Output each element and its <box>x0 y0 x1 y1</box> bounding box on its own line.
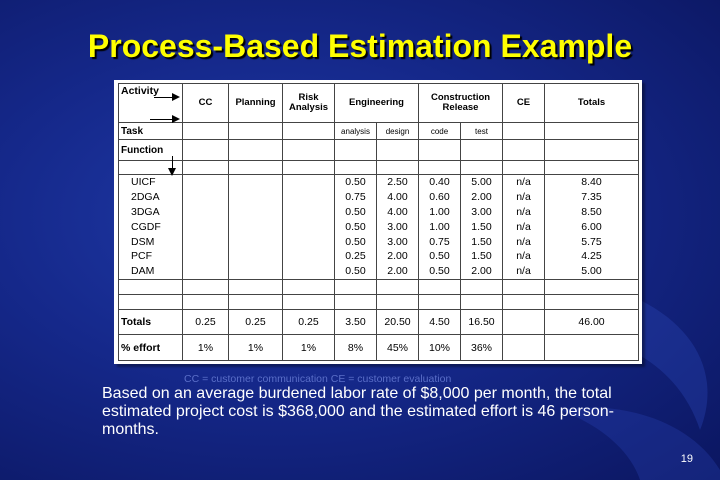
header-construction-line2: Release <box>442 101 479 113</box>
table-cell-empty <box>461 160 503 175</box>
table-cell-empty <box>183 205 229 220</box>
header-risk-analysis <box>283 84 335 123</box>
task-arrow-icon <box>150 119 178 120</box>
table-cell: n/a <box>503 249 545 264</box>
table-cell: 0.25 <box>183 309 229 335</box>
header-engineering: Engineering <box>335 84 419 123</box>
page-number: 19 <box>680 453 693 465</box>
table-cell-empty <box>283 190 335 205</box>
table-cell-empty <box>545 140 639 160</box>
table-cell-empty <box>283 264 335 279</box>
table-cell: 1.50 <box>461 249 503 264</box>
table-cell-empty <box>335 294 377 309</box>
table-cell-empty <box>545 280 639 295</box>
header-risk-line1: Risk <box>298 91 319 103</box>
table-cell-empty <box>377 294 419 309</box>
table-cell: n/a <box>503 235 545 250</box>
task-design: design <box>377 122 419 139</box>
header-risk-line2: Analysis <box>288 101 329 113</box>
table-cell-empty <box>283 220 335 235</box>
activity-arrow-icon <box>154 97 178 98</box>
effort-row <box>119 335 639 361</box>
table-cell: 0.50 <box>335 264 377 279</box>
function-label: Function <box>119 140 183 160</box>
table-cell-empty <box>283 122 335 139</box>
header-ce: CE <box>503 84 545 123</box>
table-cell-empty <box>183 190 229 205</box>
table-cell-empty <box>183 294 229 309</box>
table-cell: 4.50 <box>419 309 461 335</box>
header-cc: CC <box>183 84 229 123</box>
table-cell-empty <box>283 280 335 295</box>
table-cell-empty <box>335 160 377 175</box>
table-row <box>119 249 639 264</box>
table-cell-empty <box>283 249 335 264</box>
table-cell: 36% <box>461 335 503 361</box>
table-cell: 1.00 <box>419 205 461 220</box>
table-cell-empty <box>461 140 503 160</box>
table-cell: 0.75 <box>419 235 461 250</box>
table-cell-empty <box>377 140 419 160</box>
table-cell-empty <box>183 122 229 139</box>
table-cell: CGDF <box>119 220 183 235</box>
table-cell: 0.50 <box>419 264 461 279</box>
table-cell-empty <box>229 122 283 139</box>
task-analysis: analysis <box>335 122 377 139</box>
table-cell-empty <box>283 175 335 190</box>
table-cell-empty <box>183 280 229 295</box>
table-cell: 1.00 <box>419 220 461 235</box>
table-cell-empty <box>229 160 283 175</box>
table-cell-empty <box>503 294 545 309</box>
table-row <box>119 220 639 235</box>
table-cell: 3DGA <box>119 205 183 220</box>
table-cell: 45% <box>377 335 419 361</box>
slide-title: Process-Based Estimation Example <box>87 28 633 64</box>
table-cell: % effort <box>119 335 183 361</box>
table-cell-empty <box>183 264 229 279</box>
table-cell: 0.50 <box>335 220 377 235</box>
task-test: test <box>461 122 503 139</box>
table-cell-empty <box>229 190 283 205</box>
table-cell: 16.50 <box>461 309 503 335</box>
table-cell: 20.50 <box>377 309 419 335</box>
activity-label: Activity <box>119 84 183 123</box>
table-cell: 5.00 <box>461 175 503 190</box>
totals-row <box>119 309 639 335</box>
table-cell-empty <box>419 140 461 160</box>
table-cell-empty <box>229 175 283 190</box>
task-label: Task <box>119 122 183 139</box>
table-cell-empty <box>419 294 461 309</box>
table-cell: n/a <box>503 220 545 235</box>
header-totals: Totals <box>545 84 639 123</box>
table-cell: 1.50 <box>461 220 503 235</box>
table-cell-empty <box>283 140 335 160</box>
table-cell: 7.35 <box>545 190 639 205</box>
table-cell-empty <box>229 220 283 235</box>
table-cell: n/a <box>503 175 545 190</box>
table-cell: 0.75 <box>335 190 377 205</box>
table-cell <box>503 309 545 335</box>
table-cell: 4.00 <box>377 190 419 205</box>
table-cell-empty <box>545 122 639 139</box>
table-row <box>119 205 639 220</box>
table-row <box>119 175 639 190</box>
table-cell-empty <box>283 160 335 175</box>
table-cell-empty <box>183 220 229 235</box>
table-cell-empty <box>229 205 283 220</box>
table-cell: UICF <box>119 175 183 190</box>
table-cell: 0.25 <box>283 309 335 335</box>
table-cell-empty <box>119 280 183 295</box>
table-cell: 2.50 <box>377 175 419 190</box>
table-cell-empty <box>335 280 377 295</box>
table-cell: n/a <box>503 264 545 279</box>
table-cell: 0.50 <box>335 235 377 250</box>
table-row <box>119 264 639 279</box>
table-cell: 0.40 <box>419 175 461 190</box>
table-cell <box>545 335 639 361</box>
table-cell: n/a <box>503 190 545 205</box>
table-cell: 8% <box>335 335 377 361</box>
body-text: Based on an average burdened labor rate of $8,000 per month, the total estimated project cost is $368,000 and the estimated effort is 46 person-months. <box>102 385 614 438</box>
table-row <box>119 190 639 205</box>
table-cell: 8.40 <box>545 175 639 190</box>
table-cell: 10% <box>419 335 461 361</box>
table-cell-empty <box>183 160 229 175</box>
table-cell: PCF <box>119 249 183 264</box>
table-cell-empty <box>461 294 503 309</box>
table-cell: 1% <box>283 335 335 361</box>
footnote: CC = customer communication CE = customer evaluation <box>184 373 452 385</box>
table-cell: 0.50 <box>419 249 461 264</box>
table-cell: 1% <box>183 335 229 361</box>
estimation-table <box>114 80 642 364</box>
function-down-arrow-icon <box>172 156 173 174</box>
table-cell: 3.00 <box>377 235 419 250</box>
table-cell: 8.50 <box>545 205 639 220</box>
table-cell: 0.60 <box>419 190 461 205</box>
table-cell: 5.00 <box>545 264 639 279</box>
table-cell-empty <box>377 160 419 175</box>
table-cell <box>503 335 545 361</box>
table-cell-empty <box>377 280 419 295</box>
table-cell: 2.00 <box>461 190 503 205</box>
table-cell: 0.25 <box>335 249 377 264</box>
table-cell: 0.25 <box>229 309 283 335</box>
header-construction-release <box>419 84 503 123</box>
table-cell-empty <box>229 264 283 279</box>
table-cell: 3.00 <box>377 220 419 235</box>
table-cell-empty <box>229 294 283 309</box>
table-cell: 4.25 <box>545 249 639 264</box>
table-cell-empty <box>229 235 283 250</box>
table-cell: DAM <box>119 264 183 279</box>
table-cell-empty <box>503 122 545 139</box>
table-cell: 4.00 <box>377 205 419 220</box>
table-cell-empty <box>229 249 283 264</box>
table-cell: 3.00 <box>461 205 503 220</box>
table-cell-empty <box>503 140 545 160</box>
header-construction-line1: Construction <box>430 91 491 103</box>
table-cell-empty <box>545 294 639 309</box>
table-cell-empty <box>461 280 503 295</box>
table-cell: Totals <box>119 309 183 335</box>
table-cell-empty <box>335 140 377 160</box>
table-cell: 0.50 <box>335 205 377 220</box>
table-cell: 5.75 <box>545 235 639 250</box>
table-cell: 3.50 <box>335 309 377 335</box>
table-cell-empty <box>545 160 639 175</box>
table-cell: 2.00 <box>377 249 419 264</box>
table-cell: n/a <box>503 205 545 220</box>
table-cell-empty <box>183 140 229 160</box>
table-cell-empty <box>183 249 229 264</box>
table-cell: 2DGA <box>119 190 183 205</box>
table-cell-empty <box>419 280 461 295</box>
table-cell: 1.50 <box>461 235 503 250</box>
table-cell-empty <box>229 280 283 295</box>
table-cell: 46.00 <box>545 309 639 335</box>
table-cell: 2.00 <box>377 264 419 279</box>
table-cell-empty <box>503 280 545 295</box>
header-planning: Planning <box>229 84 283 123</box>
table-row <box>119 235 639 250</box>
table-cell: 1% <box>229 335 283 361</box>
table-cell: 0.50 <box>335 175 377 190</box>
task-code: code <box>419 122 461 139</box>
table-cell: 6.00 <box>545 220 639 235</box>
table-cell-empty <box>283 205 335 220</box>
table-cell-empty <box>229 140 283 160</box>
table-cell: DSM <box>119 235 183 250</box>
table-cell-empty <box>503 160 545 175</box>
table-cell-empty <box>183 175 229 190</box>
table-cell-empty <box>283 235 335 250</box>
table-cell-empty <box>419 160 461 175</box>
table-cell-empty <box>283 294 335 309</box>
table-cell: 2.00 <box>461 264 503 279</box>
table-cell-empty <box>183 235 229 250</box>
table-cell-empty <box>119 294 183 309</box>
